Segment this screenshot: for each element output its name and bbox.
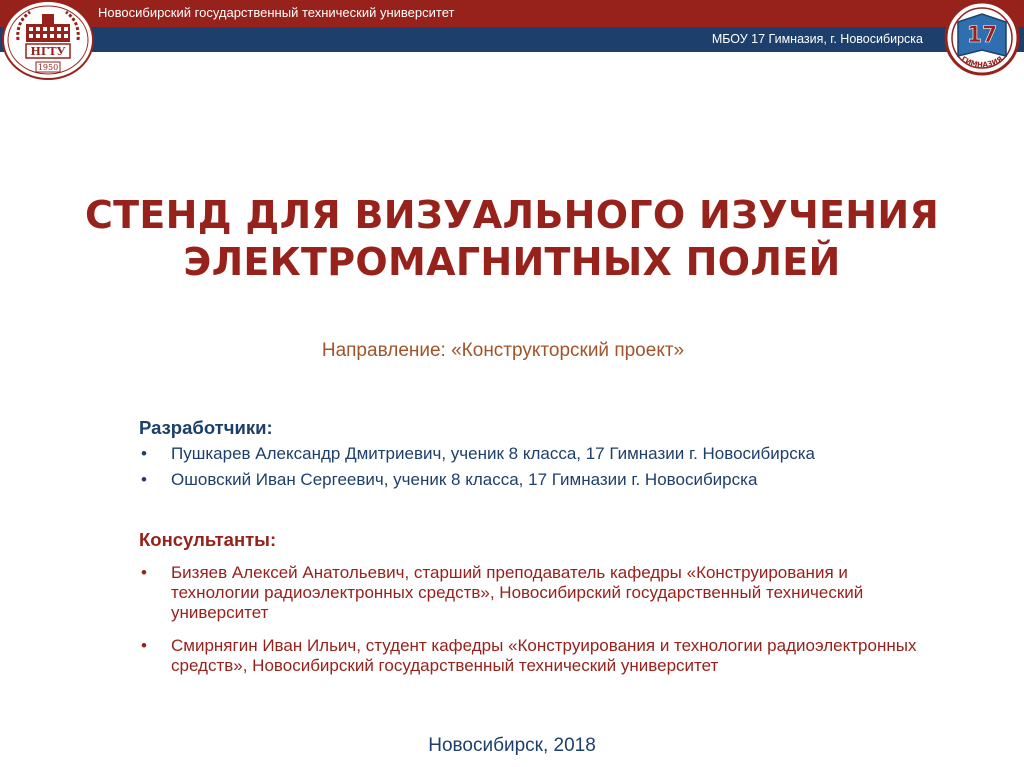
consultants-heading: Консультанты: <box>139 529 277 550</box>
header-blue-band <box>0 27 1024 52</box>
nstu-logo-abbr: НГТУ <box>30 45 66 58</box>
bullet-icon: • <box>141 444 147 463</box>
developers-heading: Разработчики: <box>139 417 273 438</box>
developer-item <box>139 470 899 490</box>
consultants-list <box>139 563 939 689</box>
bullet-icon: • <box>141 563 147 582</box>
consultant-item <box>139 636 939 676</box>
project-direction: Направление: «Конструкторский проект» <box>321 340 685 361</box>
consultant-text: Смирнягин Иван Ильич, студент кафедры «Конструирования и технологии радиоэлектронных средств», Новосибирский государственный технический университет <box>171 636 917 675</box>
developer-text: Ошовский Иван Сергеевич, ученик 8 класса, 17 Гимназии г. Новосибирска <box>171 470 758 489</box>
consultant-text: Бизяев Алексей Анатольевич, старший преподаватель кафедры «Конструирования и технологии радиоэлектронных средств», Новосибирский государственный технический университет <box>171 563 864 622</box>
emblem-word: ГИМНАЗИЯ <box>959 55 1005 70</box>
nstu-seal-icon <box>2 0 94 80</box>
title-line-1: СТЕНД ДЛЯ ВИЗУАЛЬНОГО ИЗУЧЕНИЯ <box>84 193 940 237</box>
developer-item <box>139 444 899 464</box>
university-name: Новосибирский государственный технический университет <box>98 5 455 20</box>
gymnasium-17-emblem-icon <box>944 0 1020 76</box>
slide-title <box>0 192 1024 286</box>
developer-text: Пушкарев Александр Дмитриевич, ученик 8 класса, 17 Гимназии г. Новосибирска <box>171 444 815 463</box>
footer-city-year: Новосибирск, 2018 <box>428 735 596 756</box>
emblem-number: 17 <box>966 23 998 48</box>
title-line-2: ЭЛЕКТРОМАГНИТНЫХ ПОЛЕЙ <box>183 240 841 284</box>
school-name: МБОУ 17 Гимназия, г. Новосибирска <box>711 32 923 46</box>
consultant-item <box>139 563 939 623</box>
bullet-icon: • <box>141 470 147 489</box>
bullet-icon: • <box>141 636 147 655</box>
developers-list <box>139 444 899 496</box>
nstu-logo-year: 1950 <box>37 63 59 72</box>
header-red-band <box>0 0 1024 27</box>
